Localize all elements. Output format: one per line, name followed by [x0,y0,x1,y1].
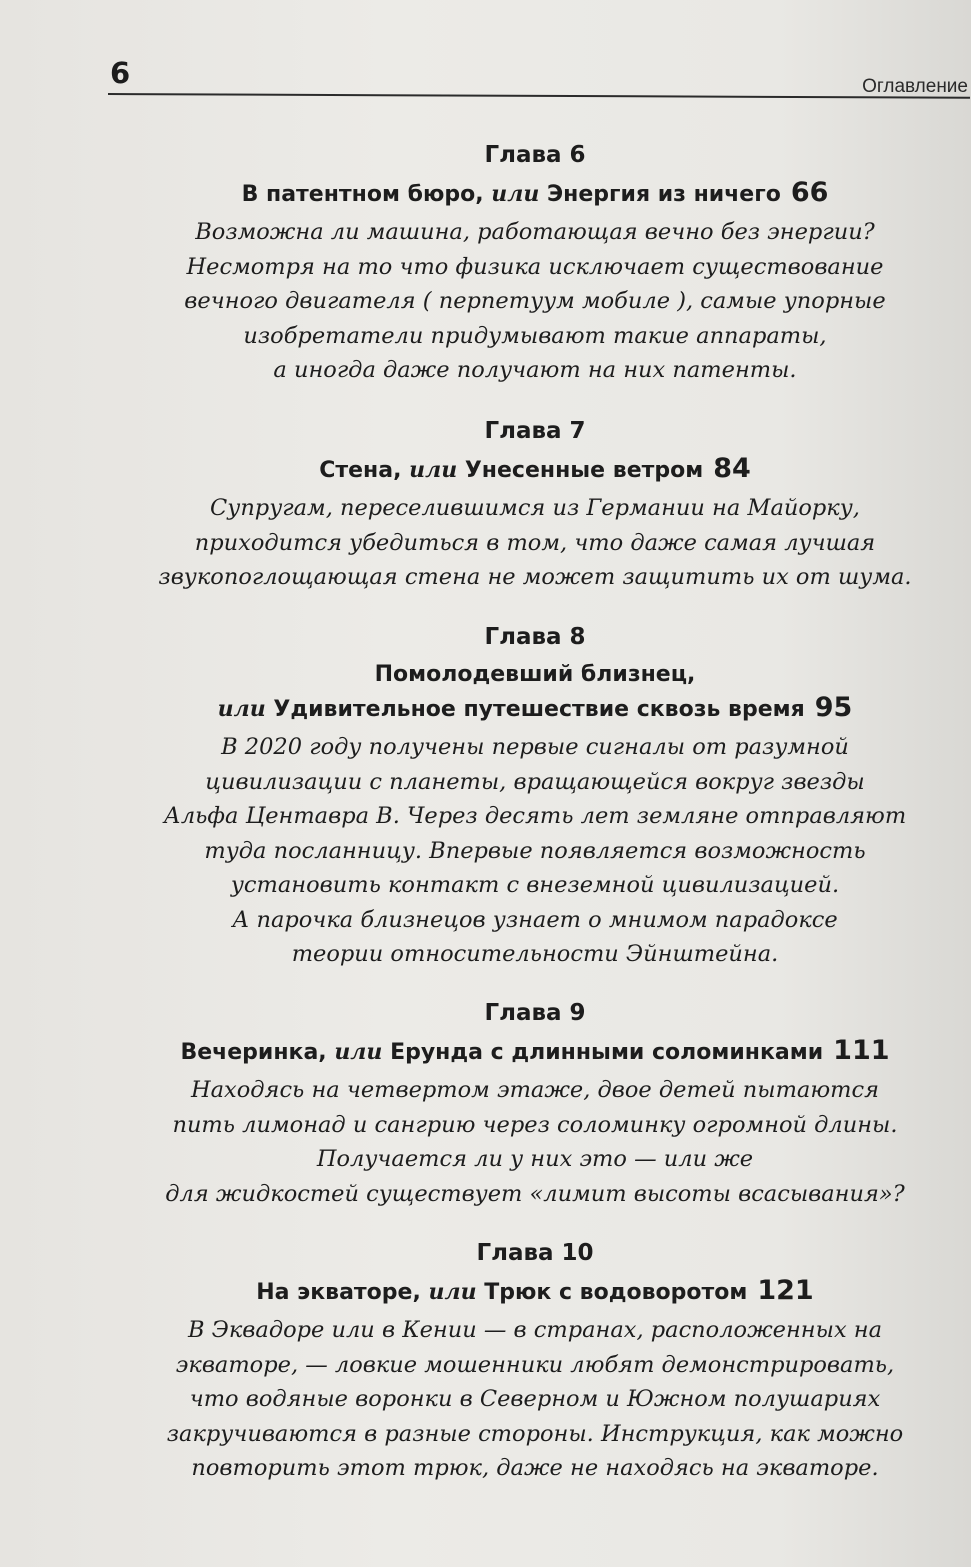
description-line: Возможна ли машина, работающая вечно без энергии? [195,219,875,245]
description-line: цивилизации с планеты, вращающейся вокруг звезды [205,768,865,795]
chapter-title-conjunction: или [428,1279,477,1305]
description-line: для жидкостей существует «лимит высоты всасывания»? [165,1180,905,1207]
chapter-entry [105,416,965,595]
chapter-title [105,176,965,211]
chapter-title [105,452,965,487]
description-line: Альфа Центавра В. Через десять лет земляне отправляют [163,803,907,829]
chapter-title-conjunction: или [491,181,540,207]
description-line: изобретатели придумывают такие аппараты, [243,322,827,349]
chapter-title-subtitle: Унесенные ветром [457,458,704,483]
chapter-title-main: Вечеринка, [180,1040,335,1065]
chapter-title [105,1274,965,1309]
description-line: пить лимонад и сангрию через соломинку огромной длины. [172,1111,898,1138]
chapter-title-subtitle: Ерунда с длинными соломинками [382,1040,824,1065]
chapter-title-subtitle: Трюк с водоворотом [476,1280,748,1305]
chapter-title-conjunction: или [334,1039,383,1065]
description-line: звукопоглощающая стена не может защитить их от шума. [158,564,912,590]
description-line: Получается ли у них это — или же [316,1146,754,1172]
chapter-title [105,658,965,691]
chapter-entry [105,998,965,1211]
chapter-label: Глава 10 [476,1240,594,1266]
section-title: Оглавление [862,76,968,97]
chapter-page-number: 111 [833,1035,890,1066]
description-line: установить контакт с внеземной цивилизацией. [230,872,840,898]
chapter-label: Глава 8 [484,624,586,650]
running-head [108,50,968,97]
description-line: вечного двигателя ( перпетуум мобиле ), самые упорные [184,288,886,314]
description-line: экваторе, — ловкие мошенники любят демонстрировать, [175,1351,895,1378]
chapter-page-number: 66 [790,177,829,208]
description-line: Супругам, переселившимся из Германии на Майорку, [210,495,860,521]
chapter-title-conjunction: или [409,457,458,483]
description-line: приходится убедиться в том, что даже самая лучшая [194,529,876,556]
chapter-title-main: На экваторе, [256,1280,429,1305]
chapter-title-subtitle: Удивительное путешествие сквозь время [265,697,805,722]
chapter-description [105,730,965,972]
chapter-entry [105,1238,965,1486]
description-line: что водяные воронки в Северном и Южном полушариях [189,1386,881,1412]
chapter-label: Глава 7 [484,418,586,444]
description-line: В Эквадоре или в Кении — в странах, расположенных на [187,1317,883,1343]
chapter-title-main: Стена, [319,458,410,483]
description-line: Находясь на четвертом этаже, двое детей пытаются [191,1077,879,1103]
description-line: А парочка близнецов узнает о мнимом парадоксе [232,906,838,933]
description-line: а иногда даже получают на них патенты. [273,357,797,383]
chapter-page-number: 95 [814,692,853,723]
description-line: Несмотря на то что физика исключает существование [186,253,884,280]
chapter-label: Глава 6 [484,142,586,168]
chapter-page-number: 121 [757,1275,814,1306]
chapter-description [105,1073,965,1211]
chapter-title-main: Помолодевший близнец, [374,662,696,687]
chapter-title [105,1034,965,1069]
description-line: теории относительности Эйнштейна. [291,941,779,967]
chapter-title [105,691,965,726]
chapter-title-conjunction: или [217,696,266,722]
chapter-label: Глава 9 [484,1000,586,1026]
chapter-title-main: В патентном бюро, [241,182,492,207]
chapter-entry [105,140,965,388]
description-line: туда посланницу. Впервые появляется возможность [204,837,866,864]
chapter-description [105,491,965,595]
chapter-description [105,1313,965,1486]
page-number: 6 [110,56,131,90]
description-line: закручиваются в разные стороны. Инструкция, как можно [166,1420,904,1447]
chapter-entry [105,622,965,972]
chapter-page-number: 84 [713,453,751,484]
description-line: В 2020 году получены первые сигналы от разумной [221,734,849,760]
chapter-title-subtitle: Энергия из ничего [539,182,781,207]
chapter-description [105,215,965,388]
description-line: повторить этот трюк, даже не находясь на экваторе. [191,1455,879,1481]
